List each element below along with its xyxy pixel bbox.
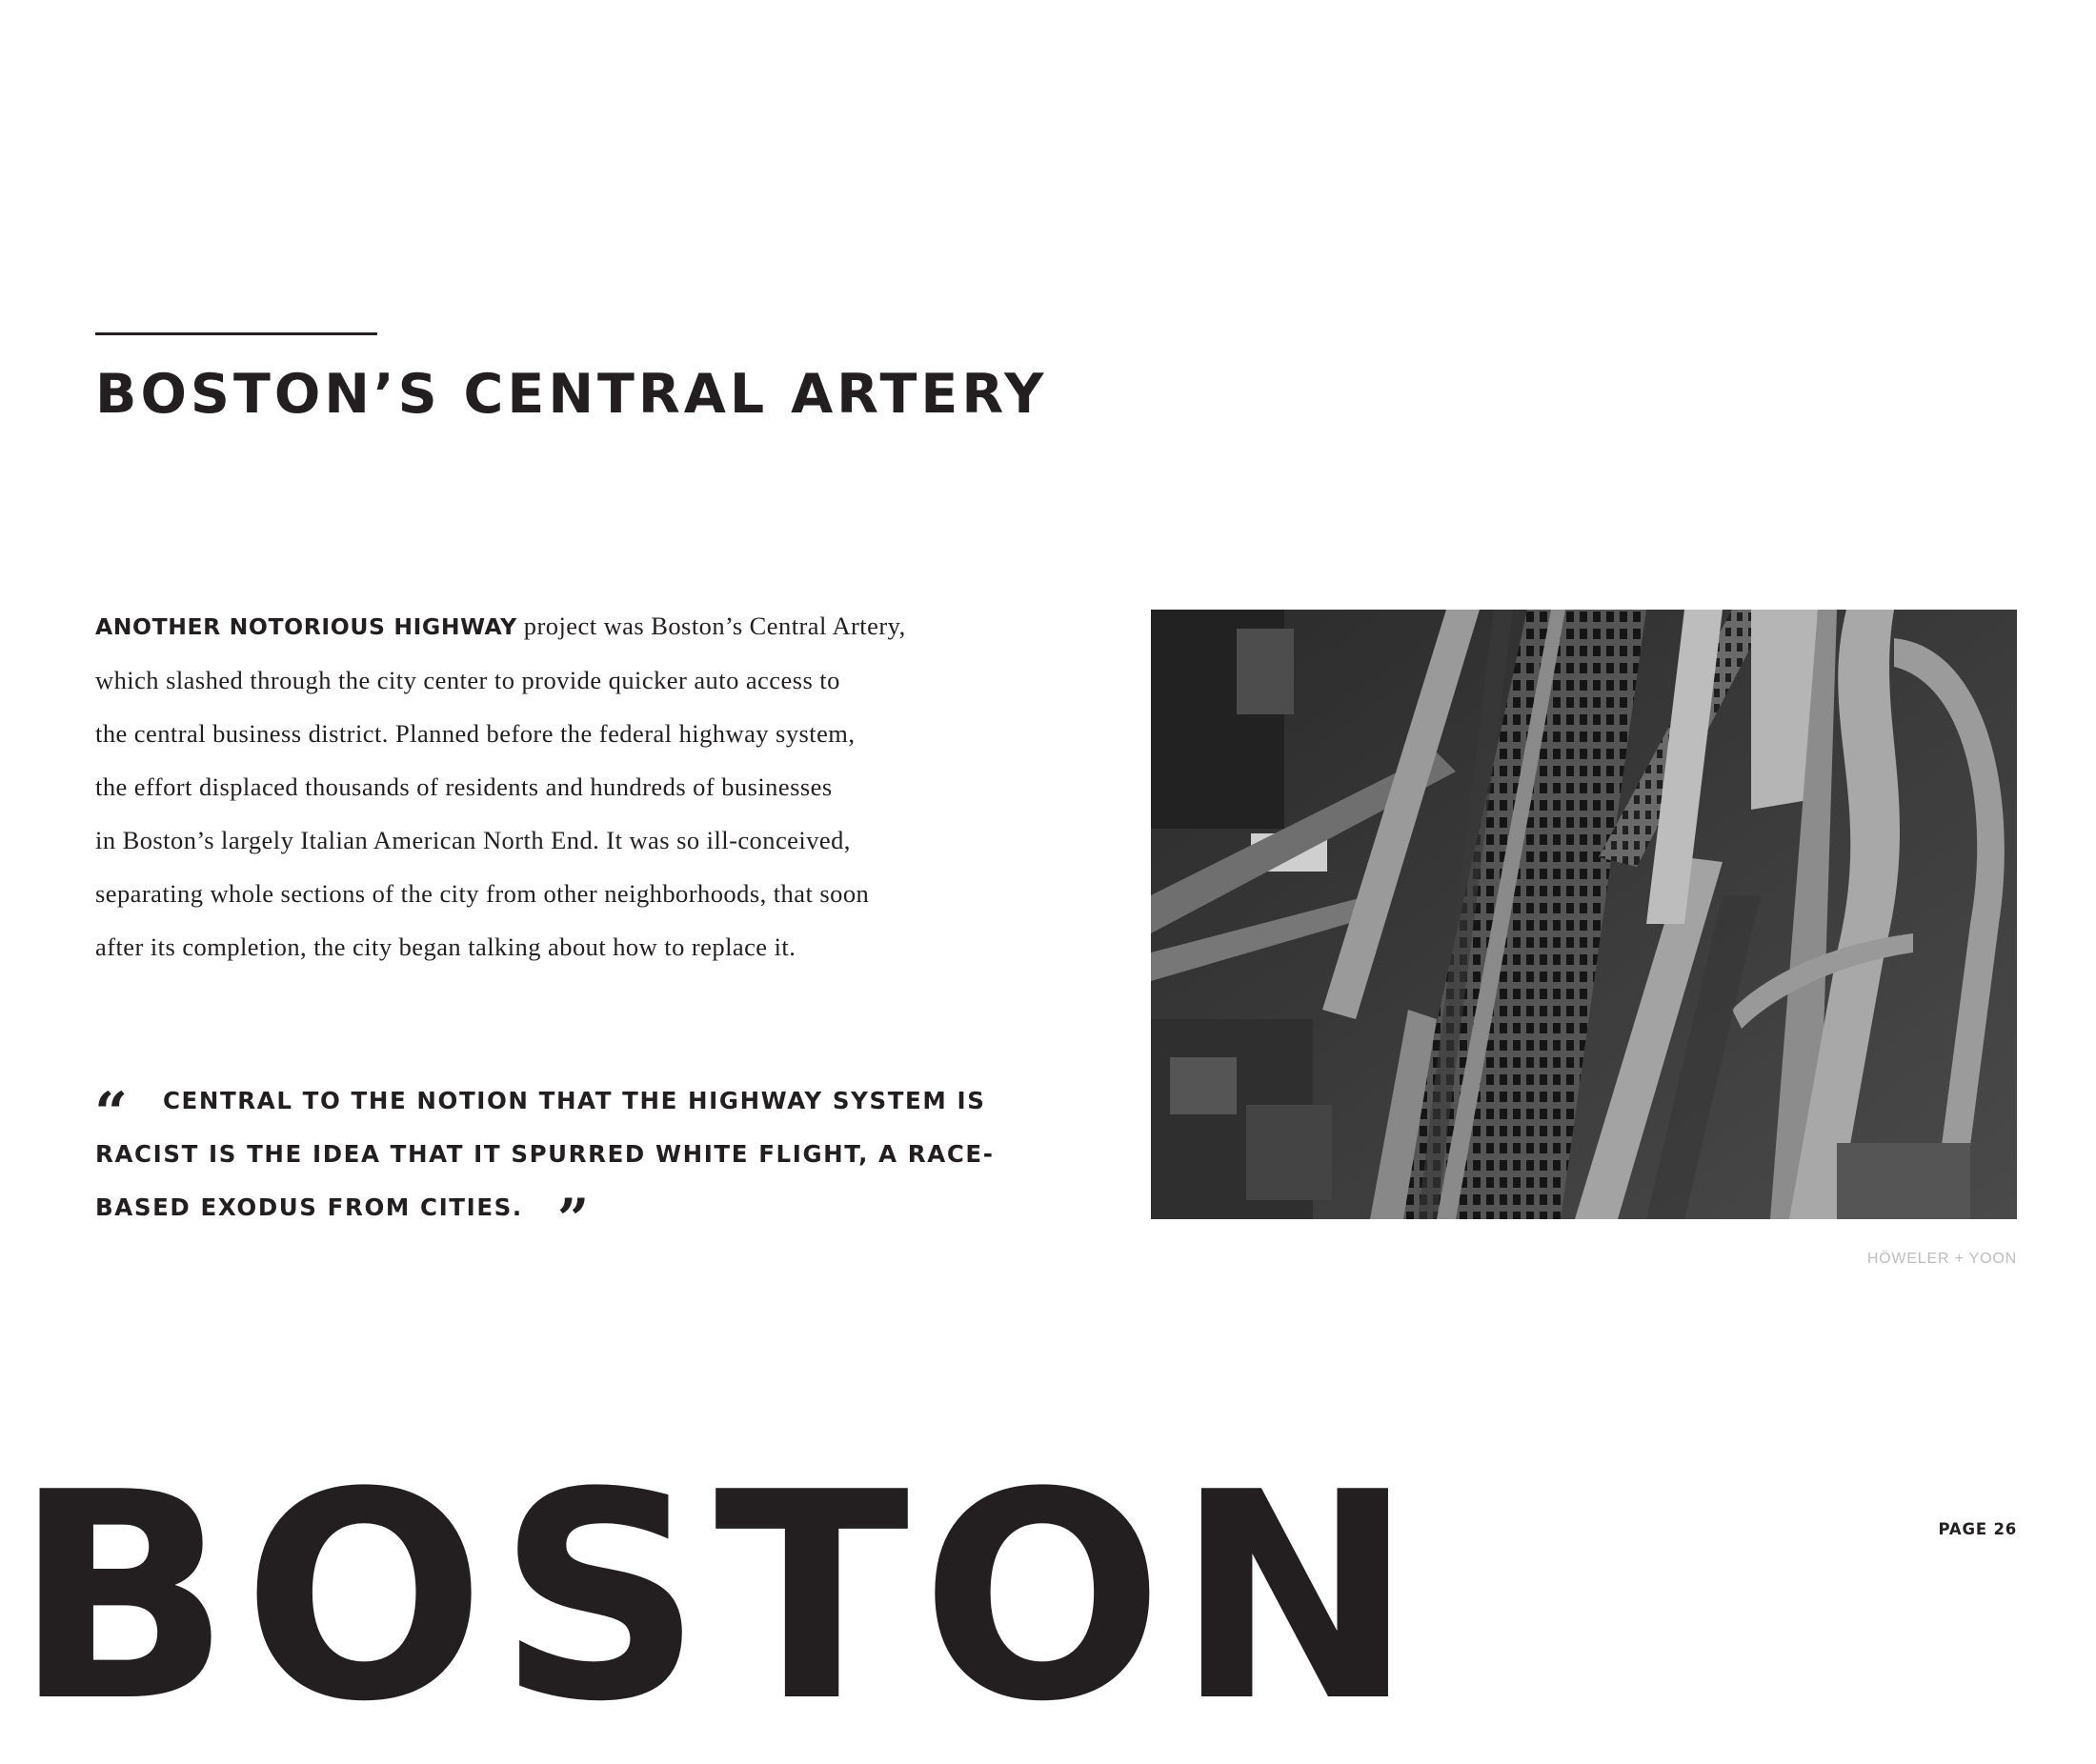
photo-credit: HÖWELER + YOON [1866, 1251, 2017, 1267]
title-rule [95, 332, 377, 335]
aerial-highway-image [1151, 610, 2017, 1219]
open-quote-icon: “ [94, 1080, 130, 1145]
section-wordmark: BOSTON [13, 1432, 1426, 1764]
highway-photo [1151, 610, 2017, 1219]
quote-line [95, 1181, 953, 1252]
lead-in: ANOTHER NOTORIOUS HIGHWAY [95, 613, 517, 640]
body-paragraph [95, 599, 981, 973]
body-line: which slashed through the city center to provide quicker auto access to [95, 666, 840, 694]
body-line [95, 599, 981, 653]
close-quote-icon: ” [556, 1187, 591, 1252]
pull-quote [94, 1074, 995, 1252]
body-line: separating whole sections of the city from other neighborhoods, that soon [95, 879, 870, 908]
body-line: the central business district. Planned before the federal highway system, [95, 719, 856, 748]
quote-line: RACIST IS THE IDEA THAT IT SPURRED WHITE FLIGHT, A RACE- [95, 1140, 995, 1168]
page-number: PAGE 26 [1938, 1520, 2017, 1538]
body-line-0-rest: project was Boston’s Central Artery, [516, 611, 906, 640]
body-line: the effort displaced thousands of residents and hundreds of businesses [95, 772, 833, 801]
quote-line-text: BASED EXODUS FROM CITIES. [95, 1193, 523, 1221]
quote-line-text: CENTRAL TO THE NOTION THAT THE HIGHWAY SYSTEM IS [162, 1087, 986, 1114]
body-line: in Boston’s largely Italian American North End. It was so ill-conceived, [95, 826, 851, 854]
body-line: after its completion, the city began talking about how to replace it. [95, 932, 796, 961]
page-title: BOSTON’S CENTRAL ARTERY [95, 363, 1048, 426]
quote-line [94, 1074, 986, 1145]
